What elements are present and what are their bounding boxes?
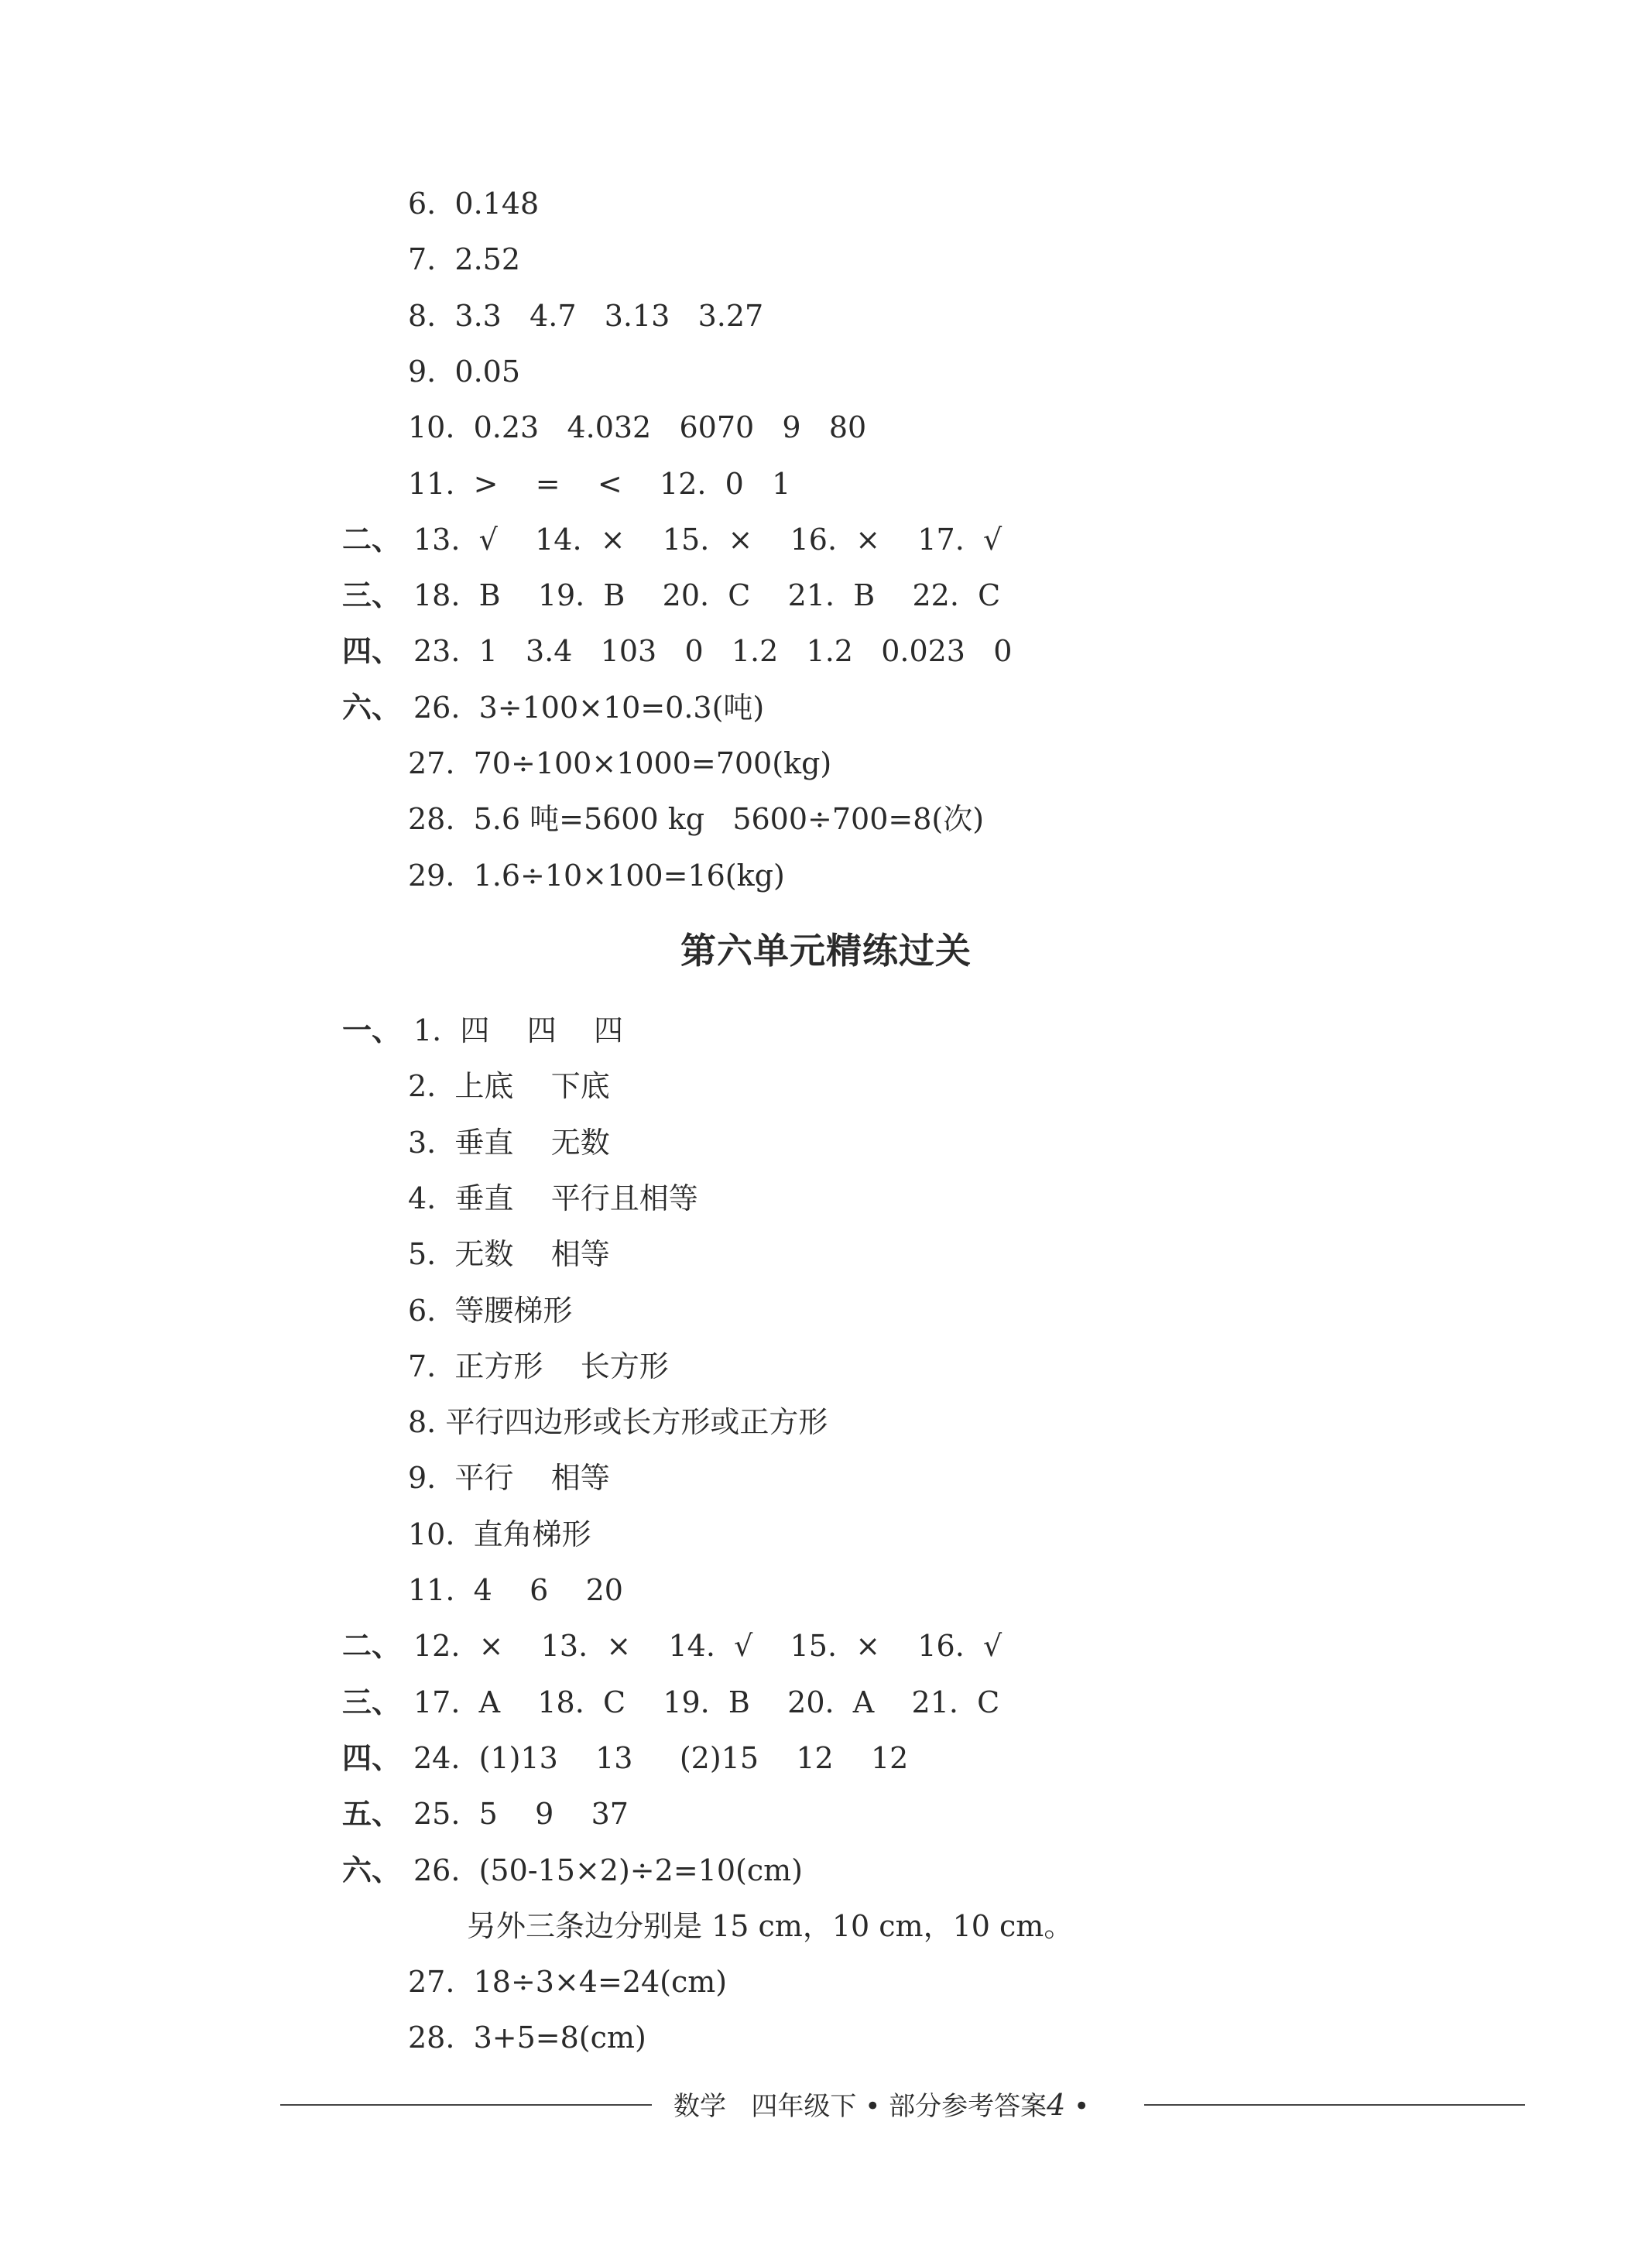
answer-line [408, 1962, 727, 2001]
section-marker: 三、 [342, 578, 402, 613]
answer-text: 2. 上底 下底 [408, 1069, 610, 1104]
answer-text: 6. 等腰梯形 [408, 1293, 573, 1328]
answer-text: 13. √ 14. × 15. × 16. × 17. √ [413, 522, 1003, 557]
answer-line [342, 1683, 999, 1722]
answer-line [408, 240, 520, 279]
section-marker: 六、 [342, 1853, 402, 1887]
answer-text: 9. 0.05 [408, 354, 521, 389]
answer-text: 11. > = < 12. 0 1 [408, 466, 791, 501]
answer-text: 27. 18÷3×4=24(cm) [408, 1965, 728, 2000]
section-marker: 二、 [342, 522, 402, 557]
answer-line [342, 1851, 803, 1890]
footer-trail: • [1065, 2091, 1090, 2122]
answer-line [408, 800, 984, 838]
answer-text: 8. 平行四边形或长方形或正方形 [408, 1405, 828, 1440]
answer-line [342, 1626, 1002, 1665]
answer-line [408, 1291, 572, 1330]
answer-text: 28. 5.6 吨=5600 kg 5600÷700=8(次) [408, 802, 985, 837]
answer-text: 8. 3.3 4.7 3.13 3.27 [408, 298, 764, 333]
answer-text: 10. 0.23 4.032 6070 9 80 [408, 410, 867, 445]
answer-text: 10. 直角梯形 [408, 1517, 591, 1551]
page-footer [0, 2086, 1652, 2124]
answer-text: 25. 5 9 37 [413, 1797, 629, 1832]
answer-text: 5. 无数 相等 [408, 1237, 610, 1272]
answer-line [408, 1347, 669, 1386]
section-marker: 二、 [342, 1629, 402, 1664]
answer-line [408, 296, 763, 335]
answer-text: 9. 平行 相等 [408, 1461, 610, 1496]
answer-text: 27. 70÷100×1000=700(kg) [408, 746, 832, 780]
answer-line [342, 1794, 629, 1833]
answer-line [408, 184, 539, 223]
section-marker: 四、 [342, 1740, 402, 1775]
answer-text: 11. 4 6 20 [408, 1573, 623, 1607]
section-marker: 三、 [342, 1685, 402, 1719]
section-marker: 四、 [342, 634, 402, 669]
answer-line [342, 688, 764, 727]
answer-text: 3. 垂直 无数 [408, 1125, 610, 1160]
answer-line [408, 744, 831, 783]
answer-line [408, 352, 520, 391]
section-marker: 六、 [342, 690, 402, 725]
answer-line [408, 1067, 610, 1105]
answer-line [342, 1011, 623, 1050]
answer-line [408, 1235, 610, 1273]
answer-text: 1. 四 四 四 [413, 1013, 624, 1047]
answer-line [408, 1458, 610, 1497]
section-marker: 一、 [342, 1013, 402, 1047]
answer-text: 7. 正方形 长方形 [408, 1349, 669, 1383]
page-number: 4 [1047, 2088, 1066, 2122]
answer-line [408, 1571, 623, 1609]
answer-line [408, 2018, 646, 2057]
answer-line [342, 520, 1002, 559]
footer-rule-right [1144, 2104, 1525, 2106]
answer-text: 29. 1.6÷10×100=16(kg) [408, 858, 785, 893]
answer-line [408, 464, 790, 503]
answer-line [467, 1907, 1073, 1945]
footer-label [673, 2086, 1089, 2126]
unit-title: 第六单元精练过关 [680, 930, 972, 972]
answer-text: 28. 3+5=8(cm) [408, 2021, 646, 2055]
answer-line [342, 1739, 908, 1777]
answer-line [342, 576, 1000, 615]
answer-text: 18. B 19. B 20. C 21. B 22. C [413, 578, 1001, 613]
answer-line [408, 1515, 591, 1554]
answer-text: 12. × 13. × 14. √ 15. × 16. √ [413, 1629, 1003, 1664]
answer-text: 6. 0.148 [408, 187, 540, 221]
answer-text: 26. 3÷100×10=0.3(吨) [413, 690, 765, 725]
answer-line [408, 1179, 698, 1218]
answer-line [408, 1403, 828, 1441]
answer-text: 26. (50-15×2)÷2=10(cm) [413, 1853, 803, 1887]
answer-text: 23. 1 3.4 103 0 1.2 1.2 0.023 0 [413, 634, 1013, 669]
answer-line [408, 408, 866, 447]
answer-text: 另外三条边分别是 15 cm，10 cm，10 cm。 [467, 1908, 1074, 1943]
footer-rule-left [280, 2104, 652, 2106]
answer-text: 7. 2.52 [408, 242, 521, 277]
answer-text: 24. (1)13 13 (2)15 12 12 [413, 1740, 909, 1775]
answer-line [408, 856, 785, 895]
footer-text: 数学 四年级下 • 部分参考答案 [673, 2091, 1047, 2122]
answer-text: 4. 垂直 平行且相等 [408, 1181, 698, 1215]
answer-text: 17. A 18. C 19. B 20. A 21. C [413, 1685, 1000, 1719]
answer-line [342, 632, 1012, 670]
section-marker: 五、 [342, 1797, 402, 1832]
answer-line [408, 1123, 610, 1162]
